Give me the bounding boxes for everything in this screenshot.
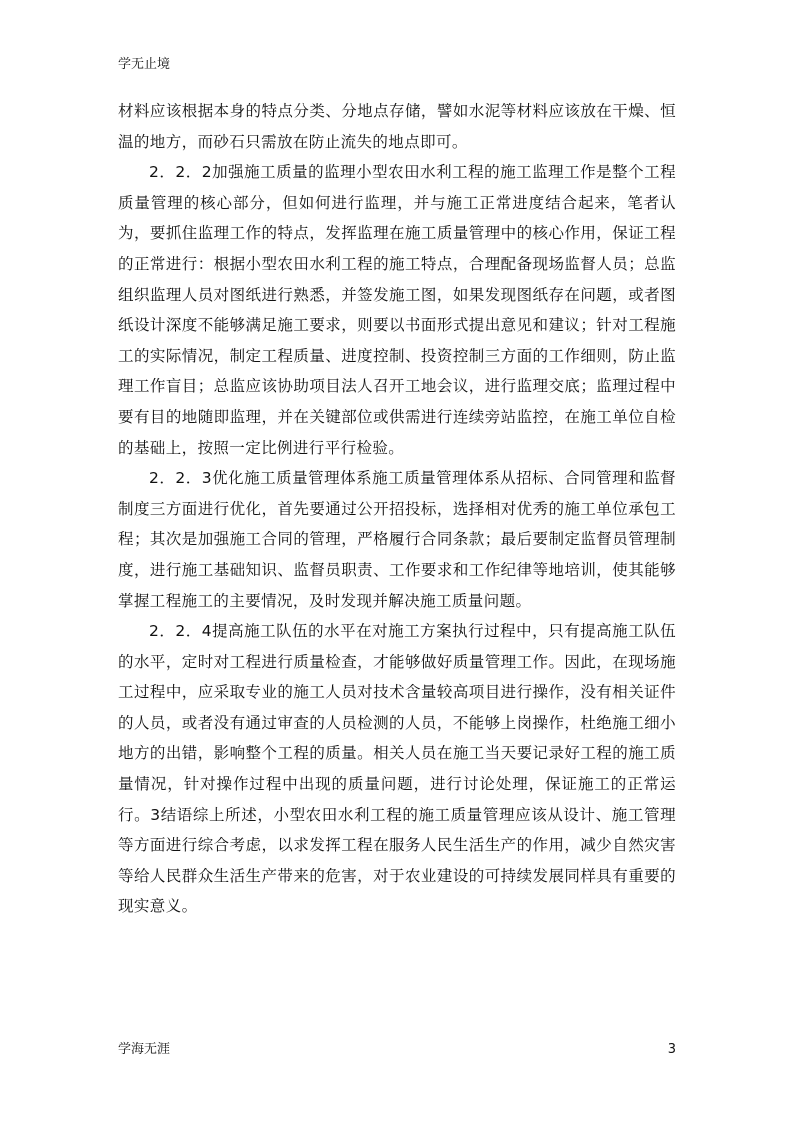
document-body [118,96,676,922]
page-footer: 学海无涯 [118,1042,171,1057]
page-number: 3 [667,1042,676,1057]
page-header: 学无止境 [118,57,171,72]
paragraph-section-2-2-3: 2．2．3优化施工质量管理体系施工质量管理体系从招标、合同管理和监督制度三方面进行优化，首先要通过公开招投标，选择相对优秀的施工单位承包工程；其次是加强施工合同的管理，严格履行合同条款；最后要制定监督员管理制度，进行施工基础知识、监督员职责、工作要求和工作纪律等地培训，使其能够掌握工程施工的主要情况，及时发现并解决施工质量问题。 [118,469,676,610]
paragraph-continuation: 材料应该根据本身的特点分类、分地点存储，譬如水泥等材料应该放在干燥、恒温的地方，而砂石只需放在防止流失的地点即可。 [118,102,676,151]
paragraph-section-2-2-4: 2．2．4提高施工队伍的水平在对施工方案执行过程中，只有提高施工队伍的水平，定时对工程进行质量检查，才能够做好质量管理工作。因此，在现场施工过程中，应采取专业的施工人员对技术含量较高项目进行操作，没有相关证件的人员，或者没有通过审查的人员检测的人员，不能够上岗操作，杜绝施工细小地方的出错，影响整个工程的质量。相关人员在施工当天要记录好工程的施工质量情况，针对操作过程中出现的质量问题，进行讨论处理，保证施工的正常运行。3结语综上所述，小型农田水利工程的施工质量管理应该从设计、施工管理等方面进行综合考虑，以求发挥工程在服务人民生活生产的作用，减少自然灾害等给人民群众生活生产带来的危害，对于农业建设的可持续发展同样具有重要的现实意义。 [118,622,676,916]
paragraph-section-2-2-2: 2．2．2加强施工质量的监理小型农田水利工程的施工监理工作是整个工程质量管理的核心部分，但如何进行监理，并与施工正常进度结合起来，笔者认为，要抓住监理工作的特点，发挥监理在施工质量管理中的核心作用，保证工程的正常进行：根据小型农田水利工程的施工特点，合理配备现场监督人员；总监组织监理人员对图纸进行熟悉，并签发施工图，如果发现图纸存在问题，或者图纸设计深度不能够满足施工要求，则要以书面形式提出意见和建议；针对工程施工的实际情况，制定工程质量、进度控制、投资控制三方面的工作细则，防止监理工作盲目；总监应该协助项目法人召开工地会议，进行监理交底；监理过程中要有目的地随即监理，并在关键部位或供需进行连续旁站监控，在施工单位自检的基础上，按照一定比例进行平行检验。 [118,163,676,457]
